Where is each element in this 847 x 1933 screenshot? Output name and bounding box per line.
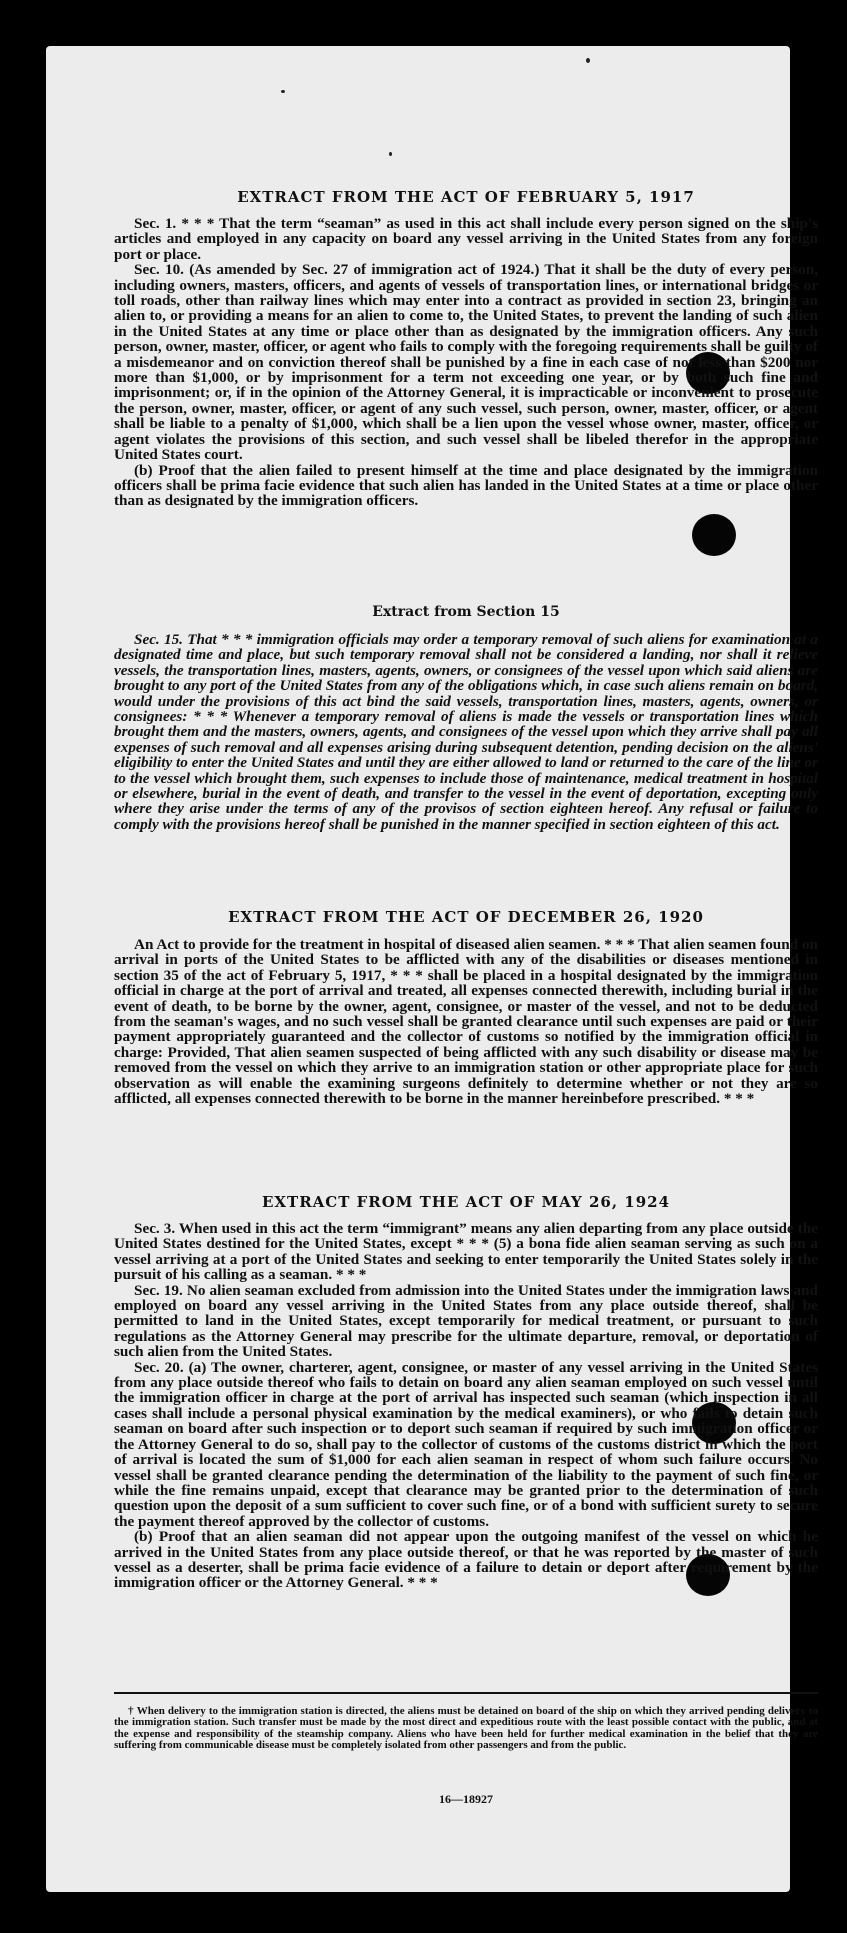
paragraph-act-1920: An Act to provide for the treatment in hospital of diseased alien seamen. * * * That alien seamen found on arrival in ports of the United States to be afflicted with any of the disabilities or diseases mentioned in section 35 of the act of February 5, 1917, * * * shall be placed in a hospital designated by the immigration official in charge at the port of arrival and treated, all expenses connected therewith, including burial in the event of death, to be borne by the owner, agent, consignee, or master of the vessel, and not to be deducted from the seaman's wages, and no such vessel shall be granted clearance until such expenses are paid or their payment appropriately guaranteed and the collector of customs so notified by the immigration official in charge: Provided, That alien seamen suspected of being afflicted with any such disability or disease may be removed from the vessel on which they arrive to an immigration station or other appropriate place for such observation as will enable the examining surgeons definitely to determine whether or not they are so afflicted, all expenses connected therewith to be borne in the manner hereinbefore prescribed. * * * (114, 936, 818, 1108)
document-paper (46, 46, 818, 1892)
paragraph-sec-10b: (b) Proof that the alien failed to present himself at the time and place designated by the immigration officers shall be prima facie evidence that such alien has landed in the United States at a time or place other than as designated by the immigration officers. (114, 461, 818, 510)
footnote (114, 1706, 818, 1752)
heading-act-may-1924: EXTRACT FROM THE ACT OF MAY 26, 1924 (261, 1193, 671, 1211)
footnote-text: † When delivery to the immigration station is directed, the aliens must be detained on board of the ship on which they arrived pending delivery to the immigration station. Such transfer must be made by the most direct and expeditious route with the least possible contact with the public, and at the expense and responsibility of the steamship company. Aliens who have been held for further medical examination in the belief that they are suffering from communicable disease must be completely isolated from other passengers and from the public. (114, 1705, 818, 1752)
section-15-body (114, 632, 818, 832)
paragraph-sec-10: Sec. 10. (As amended by Sec. 27 of immigration act of 1924.) That it shall be the duty of every person, including owners, masters, officers, and agents of vessels of transportation lines, or international bridges or toll roads, other than railway lines which may enter into a contract as provided in section 23, bringing an alien to, or providing a means for an alien to come to, the United States, to prevent the landing of such alien in the United States at any time or place other than as designated by the immigration officers. Any such person, owner, master, officer, or agent who fails to comply with the foregoing requirements shall be guilty of a misdemeanor and on conviction thereof shall be punished by a fine in each case of not less than $200 nor more than $1,000, or by imprisonment for a term not exceeding one year, or by both such fine and imprisonment; or, if in the opinion of the Attorney General, it is impracticable or inconvenient to prosecute the person, owner, master, officer, or agent of any such vessel, such person, owner, master, officer, or agent shall be liable to a penalty of $1,000, which shall be a lien upon the vessel whose owner, master, officer, or agent violates the provisions of this section, and such vessel shall be libeled therefor in the appropriate United States court. (114, 261, 818, 464)
paragraph-sec-20b: (b) Proof that an alien seaman did not appear upon the outgoing manifest of the vessel on which he arrived in the United States from any place outside thereof, or that he was reported by the master of such vessel as a deserter, shall be prima facie evidence of a failure to detain or deport after requirement by the immigration officer or the Attorney General. * * * (114, 1528, 818, 1592)
punch-hole-top-2 (692, 514, 736, 556)
paragraph-sec-19: Sec. 19. No alien seaman excluded from admission into the United States under the immigration laws and employed on board any vessel arriving in the United States from any place outside thereof, shall be permitted to land in the United States, except temporarily for medical treatment, or pursuant to such regulations as the Attorney General may prescribe for the ultimate departure, removal, or deportation of such alien from the United States. (114, 1281, 818, 1361)
form-number: 16—18927 (439, 1792, 493, 1806)
paragraph-sec-15: Sec. 15. That * * * immigration officials may order a temporary removal of such aliens for examination at a designated time and place, but such temporary removal shall not be considered a landing, nor shall it relieve vessels, the transportation lines, masters, agents, owners, or consignees of the vessel upon which said aliens are brought to any port of the United States from any of the obligations which, in case such aliens remain on board, would under the provisions of this act bind the said vessels, transportation lines, masters, agents, owners, or consignees: * * * Whenever a temporary removal of aliens is made the vessels or transportation lines which brought them and the masters, owners, agents, and consignees of the vessel upon which they arrive shall pay all expenses of such removal and all expenses arising during subsequent detention, pending decision on the aliens' eligibility to enter the United States and until they are either allowed to land or returned to the care of the line or to the vessel which brought them, such expenses to include those of maintenance, medical treatment in hospital or elsewhere, burial in the event of death, and transfer to the vessel in the event of deportation, excepting only where they arise under the terms of any of the provisos of section eighteen hereof. Any refusal or failure to comply with the provisions hereof shall be punished in the manner specified in section eighteen of this act. (114, 631, 818, 833)
section-1924-body (114, 1221, 818, 1591)
section-1917-body (114, 216, 818, 509)
heading-act-feb-1917: EXTRACT FROM THE ACT OF FEBRUARY 5, 1917 (237, 188, 695, 206)
heading-section-15: Extract from Section 15 (372, 604, 560, 620)
section-1920-body (114, 937, 818, 1106)
paragraph-sec-1: Sec. 1. * * * That the term “seaman” as used in this act shall include every person signed on the ship's articles and employed in any capacity on board any vessel arriving in the United States from any foreign port or place. (114, 215, 818, 263)
footnote-divider (114, 1692, 818, 1694)
paragraph-sec-3: Sec. 3. When used in this act the term “immigrant” means any alien departing from any place outside the United States destined for the United States, except * * * (5) a bona fide alien seaman serving as such on a vessel arriving at a port of the United States and seeking to enter temporarily the United States solely in the pursuit of his calling as a seaman. * * * (114, 1220, 818, 1284)
paragraph-sec-20a: Sec. 20. (a) The owner, charterer, agent, consignee, or master of any vessel arriving in the United States from any place outside thereof who fails to detain on board any alien seaman employed on such vessel until the immigration officer in charge at the port of arrival has inspected such seaman (which inspection in all cases shall include a personal physical examination by the medical examiners), or who fails to detain such seaman on board after such inspection or to deport such seaman if required by such immigration officer or the Attorney General to do so, shall pay to the collector of customs of the customs district in which the port of arrival is located the sum of $1,000 for each alien seaman in respect of whom such failure occurs. No vessel shall be granted clearance pending the determination of the liability to the payment of such fine, or while the fine remains unpaid, except that clearance may be granted prior to the determination of such question upon the deposit of a sum sufficient to cover such fine, or of a bond with sufficient surety to secure the payment thereof approved by the collector of customs. (114, 1358, 818, 1530)
heading-act-dec-1920: EXTRACT FROM THE ACT OF DECEMBER 26, 1920 (228, 908, 704, 926)
